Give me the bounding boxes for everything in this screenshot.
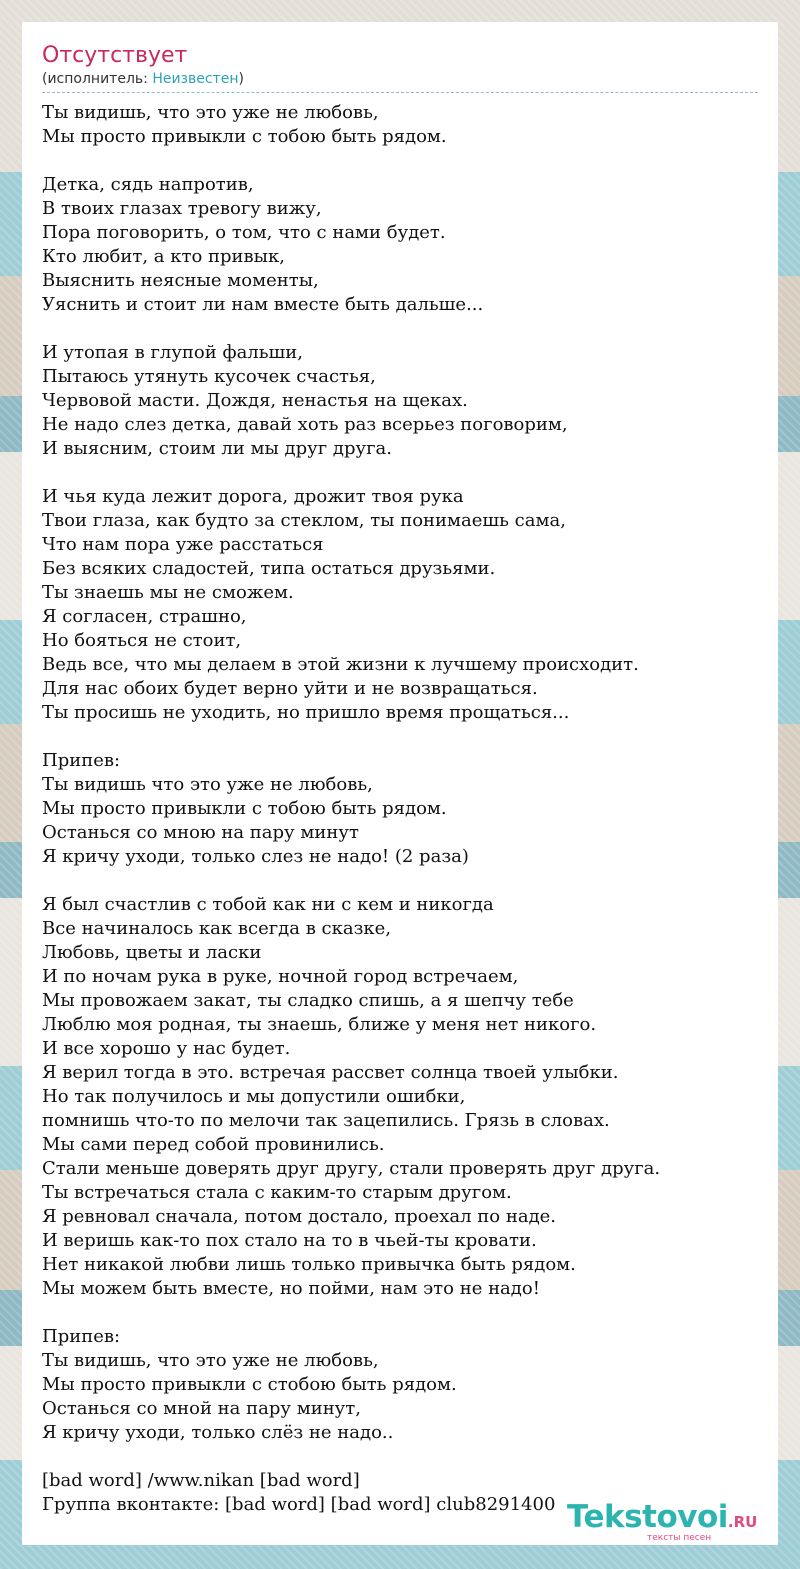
lyrics-text: Ты видишь, что это уже не любовь, Мы просто привыкли с тобою быть рядом. Детка, сядь напротив, В твоих глазах тревогу вижу, Пора поговорить, о том, что с нами будет. Кто любит, а кто привык, Выяснить неясные моменты, Уяснить и стоит ли нам вместе быть дальше... И утопая в глупой фальши, Пытаюсь утянуть кусочек счастья, Червовой масти. Дождя, ненастья на щеках. Не надо слез детка, давай хоть раз всерьез поговорим, И выясним, стоим ли мы друг друга. И чья куда лежит дорога, дрожит твоя рука Твои глаза, как будто за стеклом, ты понимаешь сама, Что нам пора уже расстаться Без всяких сладостей, типа остаться друзьями. Ты знаешь мы не сможем. Я согласен, страшно, Но бояться не стоит, Ведь все, что мы делаем в этой жизни к лучшему происходит. Для нас обоих будет верно уйти и не возвращаться. Ты просишь не уходить, но пришло время прощаться... Припев: Ты видишь что это уже не любовь, Мы просто привыкли с тобою быть рядом. Останься со мною на пару минут Я кричу уходи, только слез не надо! (2 раза) Я был счастлив с тобой как ни с кем и никогда Все начиналось как всегда в сказке, Любовь, цветы и ласки И по ночам рука в руке, ночной город встречаем, Мы провожаем закат, ты сладко спишь, а я шепчу тебе Люблю моя родная, ты знаешь, ближе у меня нет никого. И все хорошо у нас будет. Я верил тогда в это. встречая рассвет солнца твоей улыбки. Но так получилось и мы допустили ошибки, помнишь что-то по мелочи так зацепились. Грязь в словах. Мы сами перед собой провинились. Стали меньше доверять друг другу, стали проверять друг друга. Ты встречаться стала с каким-то старым другом. Я ревновал сначала, потом достало, проехал по наде. И веришь как-то пох стало на то в чьей-ты кровати. Нет никакой любви лишь только привычка быть рядом. Мы можем быть вместе, но пойми, нам это не надо! Припев: Ты видишь, что это уже не любовь, Мы просто привыкли с стобою быть рядом. Останься со мной на пару минут, Я кричу уходи, только слёз не надо.. [bad word] /www.nikan [bad word] Группа вконтакте: [bad word] [bad word] club8291400 [42, 102, 661, 1515]
performer-suffix: ) [238, 71, 244, 87]
song-header [42, 42, 758, 93]
song-title: Отсутствует [42, 43, 188, 68]
logo-wordmark: Tekstovoi [567, 1499, 728, 1535]
logo-domain: .RU [727, 1513, 758, 1531]
lyrics-card [22, 22, 778, 1545]
logo-tagline: тексты песен [647, 1533, 712, 1543]
performer-link[interactable]: Неизвестен [152, 71, 239, 87]
performer-prefix: (исполнитель: [42, 71, 153, 87]
site-logo[interactable] [567, 1499, 758, 1543]
performer-line [42, 70, 758, 88]
